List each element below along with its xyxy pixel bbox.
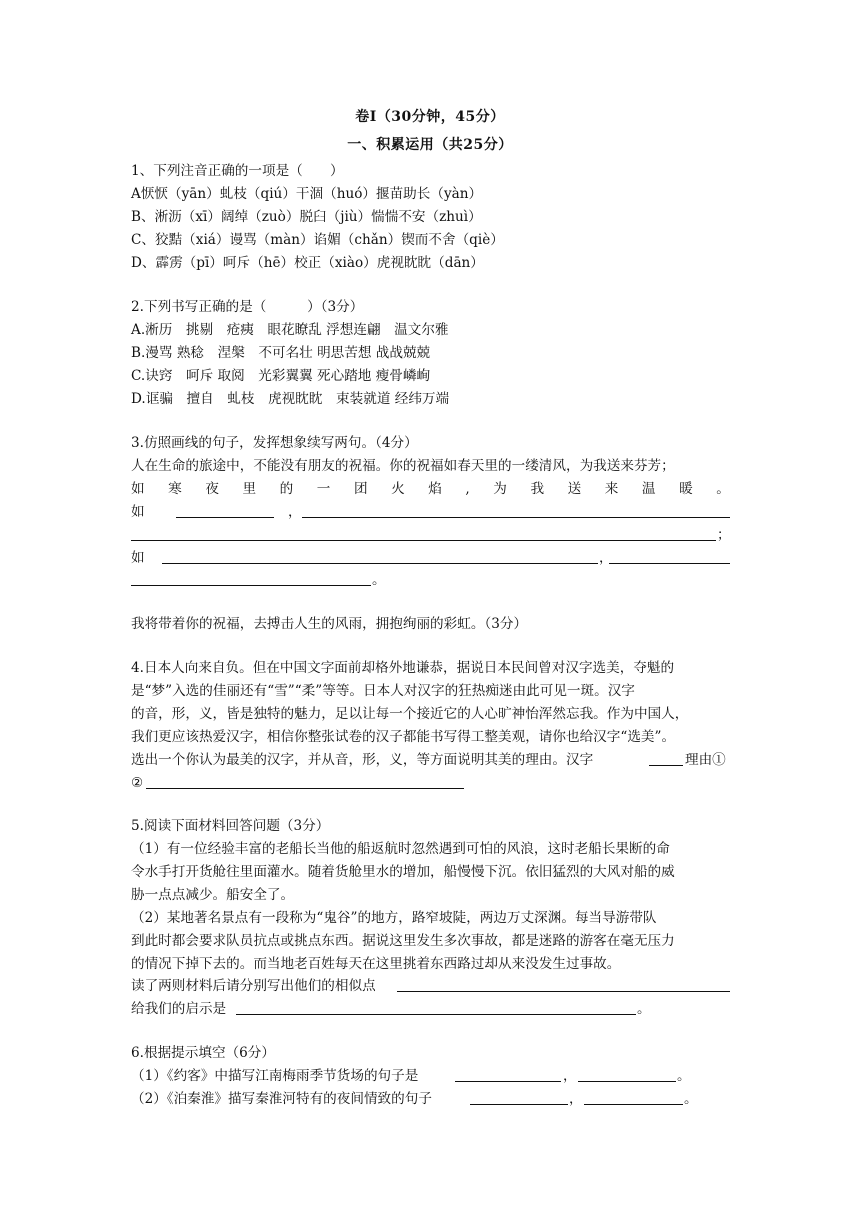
q4-reason-2-label: ② bbox=[131, 775, 144, 791]
q2-stem: 2.下列书写正确的是（ ）（3分） bbox=[131, 299, 364, 315]
q3-ru-2: 如 bbox=[131, 550, 145, 566]
q4-line-5: 选出一个你认为最美的汉字，并从音，形，义，等方面说明其美的理由。汉字 bbox=[131, 752, 594, 768]
q6-item-2: （2）《泊秦淮》描写秦淮河特有的夜间情致的句子 bbox=[131, 1091, 432, 1107]
q3-char: 温 bbox=[641, 481, 656, 497]
q3-comma: ， bbox=[288, 504, 302, 520]
q3-char: 为 bbox=[493, 481, 507, 497]
q3-char: 我 bbox=[530, 481, 545, 497]
q1-stem: 1、下列注音正确的一项是（ ） bbox=[131, 163, 344, 179]
q3-char: 焰 bbox=[428, 481, 442, 497]
q5-insight-blank[interactable] bbox=[236, 1014, 636, 1015]
q3-comma-2: ， bbox=[599, 550, 613, 566]
q4-hanzi-blank[interactable] bbox=[649, 765, 683, 766]
q1-option-a: A恹恹（yān）虬枝（qiú）干涸（huó）揠苗助长（yàn） bbox=[131, 186, 483, 202]
q3-answer-blank-4[interactable] bbox=[162, 563, 598, 564]
q5-line-3: 胁一点点减少。船安全了。 bbox=[131, 887, 295, 903]
q3-char: 。 bbox=[716, 481, 730, 497]
q3-char: 送 bbox=[567, 481, 582, 497]
q3-char: 一 bbox=[316, 481, 331, 497]
q6-item1-comma: ， bbox=[563, 1068, 577, 1084]
q3-char: 里 bbox=[242, 481, 257, 497]
q3-char: 团 bbox=[353, 481, 368, 497]
q6-stem: 6.根据提示填空（6分） bbox=[131, 1045, 275, 1061]
q2-option-a: A.淅历 挑剔 疮痍 眼花瞭乱 浮想连翩 温文尔雅 bbox=[131, 322, 449, 338]
q6-item2-blank-1[interactable] bbox=[470, 1104, 568, 1105]
q3-answer-blank-1[interactable] bbox=[176, 517, 274, 518]
q5-line-1: （1）有一位经验丰富的老船长当他的船返航时忽然遇到可怕的风浪，这时老船长果断的命 bbox=[131, 841, 670, 857]
q1-option-c: C、狡黠（xiá）谩骂（màn）谄媚（chǎn）锲而不舍（qiè） bbox=[131, 232, 504, 248]
q2-option-b: B.漫骂 熟稔 涅槃 不可名壮 明思苦想 战战兢兢 bbox=[131, 345, 431, 361]
q6-item2-blank-2[interactable] bbox=[584, 1104, 683, 1105]
q3-char: 火 bbox=[391, 481, 405, 497]
q6-item2-period: 。 bbox=[684, 1091, 698, 1107]
q3-char: , bbox=[465, 481, 470, 497]
q3-spread-line bbox=[131, 480, 730, 498]
paper-title: 卷Ⅰ（30分钟，45分） bbox=[355, 109, 505, 125]
q1-option-d: D、霹雳（pī）呵斥（hē）校正（xiào）虎视眈眈（dān） bbox=[131, 255, 484, 271]
q3-char: 寒 bbox=[168, 481, 182, 497]
q3-answer-blank-5[interactable] bbox=[609, 563, 730, 564]
q4-reason-label: 理由① bbox=[685, 752, 726, 768]
q5-ask-1: 读了两则材料后请分别写出他们的相似点 bbox=[131, 978, 376, 994]
q5-line-4: （2）某地著名景点有一段称为“鬼谷”的地方，路窄坡陡，两边万丈深渊。每当导游带队 bbox=[131, 910, 657, 926]
q4-line-1: 4.日本人向来自负。但在中国文字面前却格外地谦恭，据说日本民间曾对汉字选美，夺魁的 bbox=[131, 660, 675, 676]
q5-line-6: 的情况下掉下去的。而当地老百姓每天在这里挑着东西路过却从来没发生过事故。 bbox=[131, 956, 621, 972]
q3-stem: 3.仿照画线的句子，发挥想象续写两句。（4分） bbox=[131, 435, 418, 451]
q5-line-5: 到此时都会要求队员抗点或挑点东西。据说这里发生多次事故，都是迷路的游客在毫无压力 bbox=[131, 933, 675, 949]
q6-item-1: （1）《约客》中描写江南梅雨季节货场的句子是 bbox=[131, 1068, 419, 1084]
q2-option-d: D.诓骗 擅自 虬枝 虎视眈眈 束装就道 经纬万端 bbox=[131, 391, 450, 407]
q5-stem: 5.阅读下面材料回答问题（3分） bbox=[131, 818, 330, 834]
q5-period: 。 bbox=[637, 1001, 651, 1017]
q3-answer-blank-2[interactable] bbox=[302, 517, 730, 518]
q3-semicolon: ； bbox=[717, 527, 731, 543]
q5-line-2: 令水手打开货舱往里面灌水。随着货舱里水的增加，船慢慢下沉。依旧猛烈的大风对船的威 bbox=[131, 864, 675, 880]
q3-answer-blank-3[interactable] bbox=[131, 540, 716, 541]
q4-line-3: 的音，形，义，皆是独特的魅力，足以让每一个接近它的人心旷神怡浑然忘我。作为中国人， bbox=[131, 706, 689, 722]
q3-example-line: 人在生命的旅途中，不能没有朋友的祝福。你的祝福如春天里的一缕清风，为我送来芬芳； bbox=[131, 458, 675, 474]
q3-char: 暖 bbox=[679, 481, 693, 497]
q4-reason-blank[interactable] bbox=[146, 788, 464, 789]
q5-ask-2: 给我们的启示是 bbox=[131, 1001, 227, 1017]
q5-similarity-blank[interactable] bbox=[397, 991, 730, 992]
q3-period: 。 bbox=[372, 572, 386, 588]
q4-line-4: 我们更应该热爱汉字，相信你整张试卷的汉子都能书写得工整美观，请你也给汉字“选美”。 bbox=[131, 729, 676, 745]
section-heading: 一、积累运用（共25分） bbox=[347, 137, 513, 153]
q6-item1-period: 。 bbox=[677, 1068, 691, 1084]
q6-item1-blank-2[interactable] bbox=[578, 1081, 676, 1082]
q1-option-b: B、淅沥（xī）阔绰（zuò）脱臼（jiù）惴惴不安（zhuì） bbox=[131, 209, 482, 225]
q3-char: 如 bbox=[131, 481, 145, 497]
q3-char: 夜 bbox=[205, 481, 219, 497]
q6-item1-blank-1[interactable] bbox=[455, 1081, 561, 1082]
q6-item2-comma: ， bbox=[569, 1091, 583, 1107]
q3-ru-1: 如 bbox=[131, 504, 145, 520]
q2-option-c: C.诀窍 呵斥 取阅 光彩翼翼 死心踏地 瘦骨嶙峋 bbox=[131, 368, 431, 384]
q3-answer-blank-6[interactable] bbox=[131, 585, 371, 586]
q3-char: 的 bbox=[279, 481, 294, 497]
q4-line-2: 是“梦”入选的佳丽还有“雪”“柔”等等。日本人对汉字的狂热痴迷由此可见一斑。汉字 bbox=[131, 683, 635, 699]
q3-char: 来 bbox=[604, 481, 619, 497]
q3-tail-sentence: 我将带着你的祝福，去搏击人生的风雨，拥抱绚丽的彩虹。（3分） bbox=[131, 616, 528, 632]
